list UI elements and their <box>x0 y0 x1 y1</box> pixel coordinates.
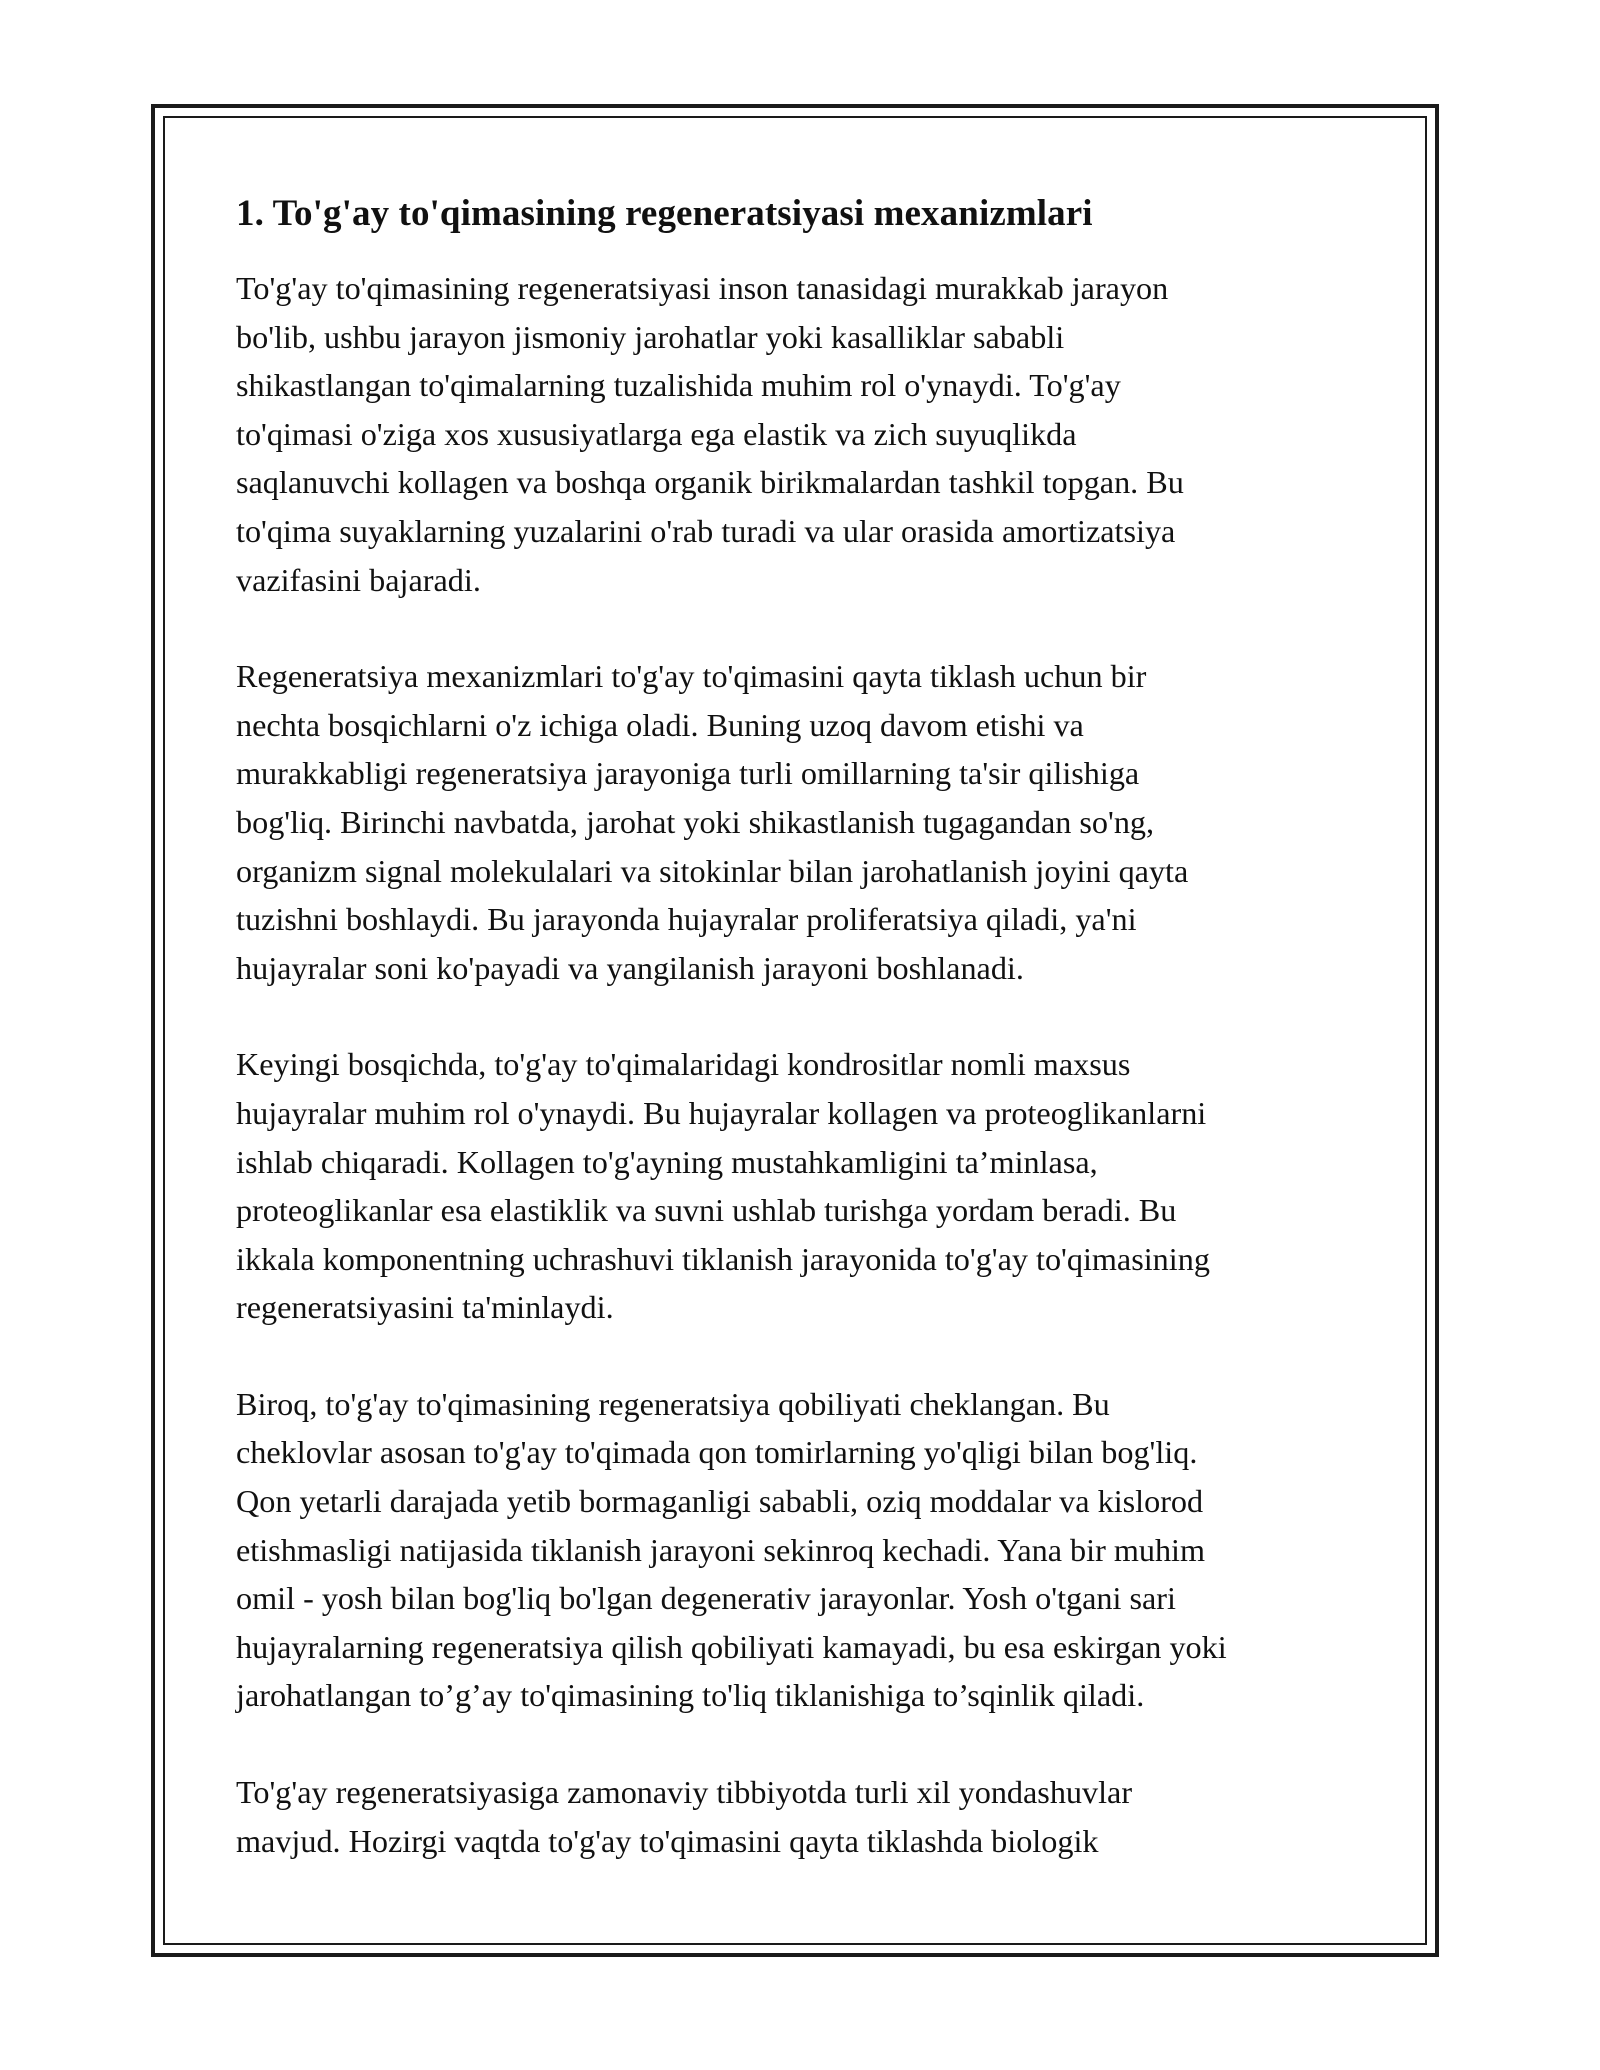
text-line: mavjud. Hozirgi vaqtda to'g'ay to'qimasini qayta tiklashda biologik <box>236 1822 1099 1859</box>
text-line: organizm signal molekulalari va sitokinlar bilan jarohatlanish joyini qayta <box>236 852 1189 889</box>
text-line: omil - yosh bilan bog'liq bo'lgan degenerativ jarayonlar. Yosh o'tgani sari <box>236 1580 1176 1617</box>
text-line: ikkala komponentning uchrashuvi tiklanish jarayonida to'g'ay to'qimasining <box>236 1240 1210 1277</box>
text-line: cheklovlar asosan to'g'ay to'qimada qon tomirlarning yo'qligi bilan bog'liq. <box>236 1434 1198 1471</box>
text-line: To'g'ay to'qimasining regeneratsiyasi inson tanasidagi murakkab jarayon <box>236 270 1169 306</box>
text-line: bog'liq. Birinchi navbatda, jarohat yoki shikastlanish tugagandan so'ng, <box>236 803 1155 840</box>
text-line: bo'lib, ushbu jarayon jismoniy jarohatlar yoki kasalliklar sababli <box>236 318 1065 355</box>
text-line: Regeneratsiya mexanizmlari to'g'ay to'qimasini qayta tiklash uchun bir <box>236 658 1147 695</box>
text-line: murakkabligi regeneratsiya jarayoniga turli omillarning ta'sir qilishiga <box>236 755 1140 792</box>
text-line: Qon yetarli darajada yetib bormaganligi sababli, oziq moddalar va kislorod <box>236 1483 1204 1520</box>
document-body <box>236 188 1376 1913</box>
paragraph-3 <box>236 1040 1376 1332</box>
paragraph-2 <box>236 652 1376 992</box>
text-line: shikastlangan to'qimalarning tuzalishida muhim rol o'ynaydi. To'g'ay <box>236 367 1121 404</box>
text-line: hujayralar soni ko'payadi va yangilanish jarayoni boshlanadi. <box>236 949 1024 986</box>
text-line: hujayralarning regeneratsiya qilish qobiliyati kamayadi, bu esa eskirgan yoki <box>236 1628 1227 1665</box>
text-line: hujayralar muhim rol o'ynaydi. Bu hujayralar kollagen va proteoglikanlarni <box>236 1094 1207 1131</box>
text-line: proteoglikanlar esa elastiklik va suvni ushlab turishga yordam beradi. Bu <box>236 1192 1177 1229</box>
paragraph-4 <box>236 1380 1376 1720</box>
text-line: Keyingi bosqichda, to'g'ay to'qimalaridagi kondrositlar nomli maxsus <box>236 1046 1131 1083</box>
text-line: regeneratsiyasini ta'minlaydi. <box>236 1289 614 1326</box>
text-line: To'g'ay regeneratsiyasiga zamonaviy tibbiyotda turli xil yondashuvlar <box>236 1774 1133 1811</box>
text-line: saqlanuvchi kollagen va boshqa organik birikmalardan tashkil topgan. Bu <box>236 464 1184 501</box>
text-line: etishmasligi natijasida tiklanish jarayoni sekinroq kechadi. Yana bir muhim <box>236 1531 1206 1568</box>
text-line: jarohatlangan to’g’ay to'qimasining to'liq tiklanishiga to’sqinlik qiladi. <box>236 1677 1145 1714</box>
paragraph-5 <box>236 1768 1376 1865</box>
text-line: Biroq, to'g'ay to'qimasining regeneratsiya qobiliyati cheklangan. Bu <box>236 1385 1110 1422</box>
text-line: nechta bosqichlarni o'z ichiga oladi. Buning uzoq davom etishi va <box>236 706 1084 743</box>
text-line: ishlab chiqaradi. Kollagen to'g'ayning mustahkamligini ta’minlasa, <box>236 1143 1098 1180</box>
text-line: to'qima suyaklarning yuzalarini o'rab turadi va ular orasida amortizatsiya <box>236 512 1176 549</box>
paragraph-1 <box>236 264 1376 604</box>
section-heading: 1. To'g'ay to'qimasining regeneratsiyasi mexanizmlari <box>236 193 1093 234</box>
text-line: tuzishni boshlaydi. Bu jarayonda hujayralar proliferatsiya qiladi, ya'ni <box>236 901 1137 938</box>
text-line: vazifasini bajaradi. <box>236 561 481 598</box>
text-line: to'qimasi o'ziga xos xususiyatlarga ega elastik va zich suyuqlikda <box>236 415 1077 452</box>
